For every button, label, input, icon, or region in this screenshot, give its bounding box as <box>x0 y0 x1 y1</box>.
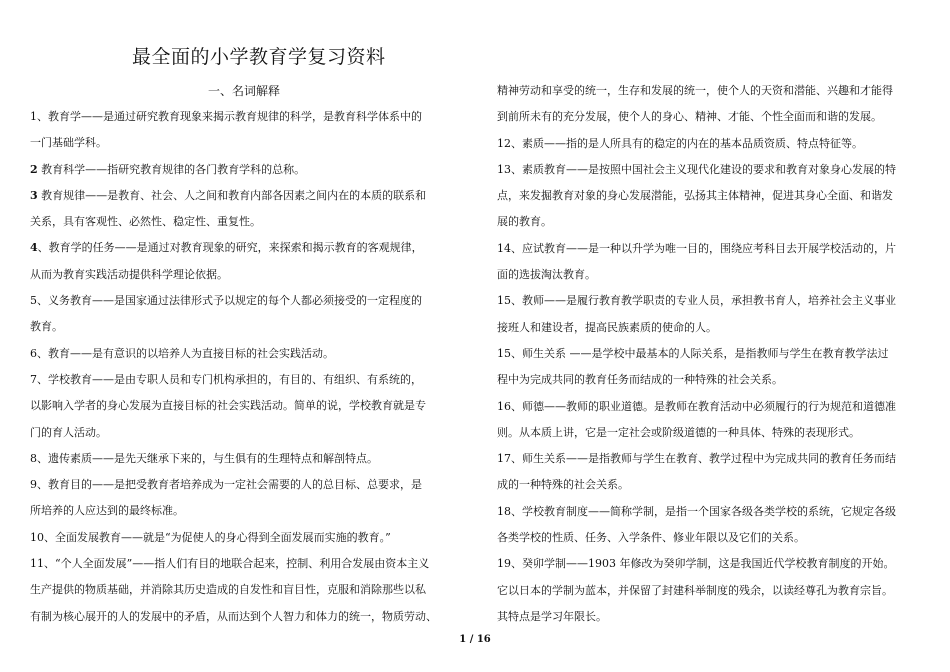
text-line <box>30 262 458 288</box>
line-text: 11、“个人全面发展”——指人们有目的地联合起来，控制、利用合发展由资本主义 <box>30 557 430 571</box>
line-text: 17、师生关系——是指教师与学生在教育、教学过程中为完成共同的教育任务而结 <box>497 452 896 466</box>
line-text: 接班人和建设者，提高民族素质的使命的人。 <box>497 320 717 334</box>
line-text: 15、师生关系 ——是学校中最基本的人际关系，是指教师与学生在教育教学法过 <box>497 346 889 360</box>
left-text-column <box>30 104 458 630</box>
text-line <box>497 525 922 551</box>
text-line <box>30 604 458 630</box>
text-line <box>30 314 458 340</box>
line-text: 从而为教育实践活动提供科学理论依据。 <box>30 267 228 281</box>
line-text: 18、学校教育制度——简称学制，是指一个国家各级各类学校的系统，它规定各级 <box>497 504 896 518</box>
line-text: 一门基础学科。 <box>30 136 107 150</box>
line-text: 以影响入学者的身心发展为直接目标的社会实践活动。简单的说，学校教育就是专 <box>30 399 426 413</box>
line-text: 有制为核心展开的人的发展中的矛盾，从而达到个人智力和体力的统一，物质劳动、 <box>30 609 437 623</box>
text-line <box>497 236 922 262</box>
text-line <box>30 472 458 498</box>
item-number: 3 <box>30 188 38 202</box>
page-number: 1 / 16 <box>459 634 491 645</box>
text-line <box>497 341 922 367</box>
line-text: 点，来发掘教育对象的身心发展潜能，弘扬其主体精神，促进其身心全面、和谐发 <box>497 189 893 203</box>
line-text: 10、全面发展教育——就是“为促使人的身心得到全面发展而实施的教育。” <box>30 530 391 544</box>
text-line <box>497 157 922 183</box>
document-title: 最全面的小学教育学复习资料 <box>132 46 386 68</box>
line-text: 则。从本质上讲，它是一定社会或阶级道德的一种具体、特殊的表现形式。 <box>497 425 860 439</box>
text-line <box>30 341 458 367</box>
line-text: 面的选拔淘汰教育。 <box>497 268 596 282</box>
text-line <box>497 262 922 288</box>
item-number: 2 <box>30 162 38 176</box>
text-line <box>30 235 458 261</box>
line-text: 13、素质教育——是按照中国社会主义现代化建设的要求和教育对象身心发展的特 <box>497 162 896 176</box>
text-line <box>30 183 458 209</box>
line-text: 其特点是学习年限长。 <box>497 609 607 623</box>
line-text: 它以日本的学制为蓝本，并保留了封建科举制度的残余，以读经尊孔为教育宗旨。 <box>497 583 893 597</box>
text-line <box>497 604 922 630</box>
line-text: 16、师德——教师的职业道德。是教师在教育活动中必须履行的行为规范和道德准 <box>497 399 896 413</box>
text-line <box>497 288 922 314</box>
text-line <box>497 446 922 472</box>
text-line <box>30 157 458 183</box>
text-line <box>497 578 922 604</box>
text-line <box>30 393 458 419</box>
line-text: 19、癸卯学制——1903 年修改为癸卯学制，这是我国近代学校教育制度的开始。 <box>497 557 895 571</box>
text-line <box>30 551 458 577</box>
item-number: 4 <box>30 241 38 255</box>
text-line <box>30 498 458 524</box>
line-text: 门的育人活动。 <box>30 425 107 439</box>
line-text: 教育科学——指研究教育规律的各门教育学科的总称。 <box>37 162 306 176</box>
line-text: 所培养的人应达到的最终标准。 <box>30 504 184 518</box>
text-line <box>30 130 458 156</box>
section-heading: 一、名词解释 <box>208 84 281 98</box>
text-line <box>497 183 922 209</box>
line-text: 6、教育——是有意识的以培养人为直接目标的社会实践活动。 <box>30 346 334 360</box>
line-text: 成的一种特殊的社会关系。 <box>497 478 629 492</box>
line-text: 关系，具有客观性、必然性、稳定性、重复性。 <box>30 215 261 229</box>
line-text: 程中为完成共同的教育任务而结成的一种特殊的社会关系。 <box>497 373 783 387</box>
text-line <box>30 577 458 603</box>
text-line <box>30 209 458 235</box>
right-text-column <box>497 78 922 630</box>
line-text: 12、素质——指的是人所具有的稳定的内在的基本品质资质、特点特征等。 <box>497 136 863 150</box>
text-line <box>497 209 922 235</box>
line-text: 精神劳动和享受的统一，生存和发展的统一，使个人的天资和潜能、兴趣和才能得 <box>497 84 893 97</box>
text-line <box>497 420 922 446</box>
text-line <box>30 420 458 446</box>
text-line <box>497 472 922 498</box>
line-text: 教育规律——是教育、社会、人之间和教育内部各因素之间内在的本质的联系和 <box>37 188 427 202</box>
line-text: 到前所未有的充分发展，使个人的身心、精神、才能、个性全面而和谐的发展。 <box>497 110 882 124</box>
line-text: 8、遗传素质——是先天继承下来的，与生俱有的生理特点和解剖特点。 <box>30 451 378 465</box>
text-line <box>497 131 922 157</box>
text-line <box>497 551 922 577</box>
text-line <box>497 367 922 393</box>
text-line <box>30 446 458 472</box>
line-text: 14、应试教育——是一种以升学为唯一目的，围绕应考科目去开展学校活动的，片 <box>497 241 896 255</box>
line-text: 15、教师——是履行教育教学职责的专业人员，承担教书育人，培养社会主义事业 <box>497 294 896 308</box>
line-text: 各类学校的性质、任务、入学条件、修业年限以及它们的关系。 <box>497 531 805 545</box>
line-text: 7、学校教育——是由专职人员和专门机构承担的，有目的、有组织、有系统的， <box>30 372 422 386</box>
line-text: 1、教育学——是通过研究教育现象来揭示教育规律的科学，是教育科学体系中的 <box>30 110 422 123</box>
text-line <box>497 499 922 525</box>
text-line <box>497 394 922 420</box>
line-text: 展的教育。 <box>497 215 552 229</box>
text-line <box>497 78 922 104</box>
text-line <box>30 525 458 551</box>
text-line <box>497 315 922 341</box>
text-line <box>497 104 922 130</box>
line-text: 5、义务教育——是国家通过法律形式予以规定的每个人都必须接受的一定程度的 <box>30 294 422 308</box>
line-text: 教育。 <box>30 320 63 334</box>
text-line <box>30 367 458 393</box>
text-line <box>30 288 458 314</box>
text-line <box>30 104 458 130</box>
line-text: 9、教育目的——是把受教育者培养成为一定社会需要的人的总目标、总要求，是 <box>30 478 422 492</box>
line-text: 生产提供的物质基础，并消除其历史造成的自发性和盲目性，克服和消除那些以私 <box>30 583 426 597</box>
line-text: 、教育学的任务——是通过对教育现象的研究，来探索和揭示教育的客观规律， <box>37 241 423 255</box>
